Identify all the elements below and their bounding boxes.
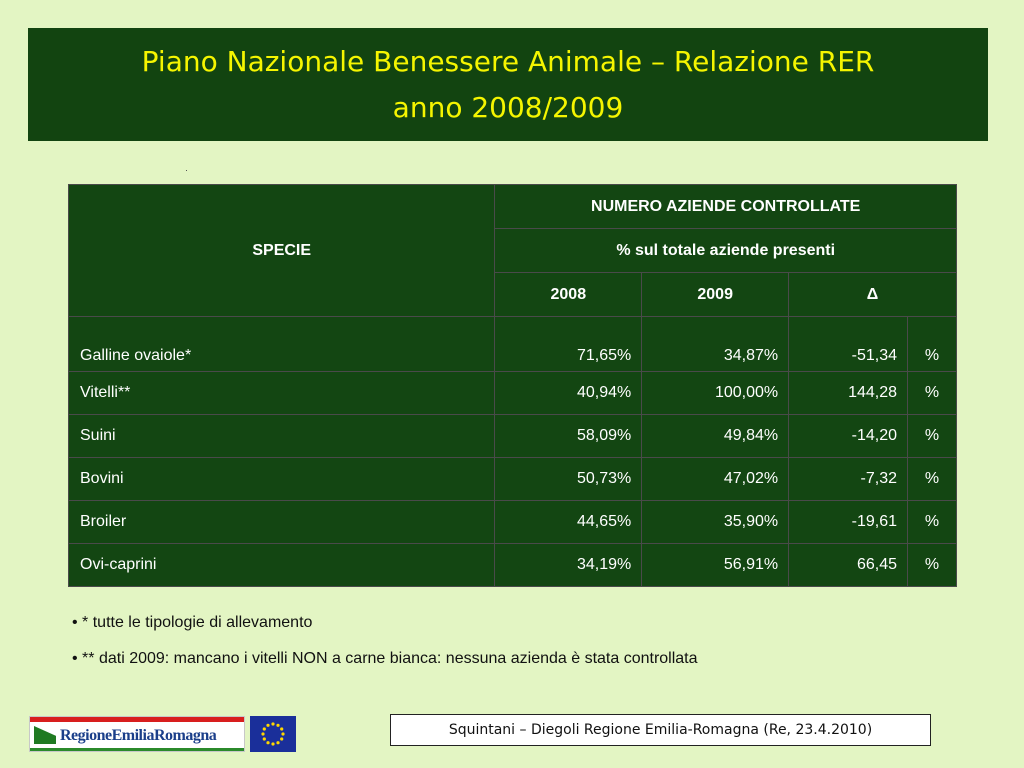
table-row [69, 372, 957, 415]
value-2009-cell: 35,90% [642, 501, 789, 544]
delta-header: Δ [789, 273, 957, 317]
value-2008-cell: 58,09% [495, 415, 642, 458]
group-header: NUMERO AZIENDE CONTROLLATE [495, 185, 957, 229]
slide-title-banner [28, 28, 988, 141]
eu-stars-icon [253, 719, 293, 749]
footnote-1: • * tutte le tipologie di allevamento [72, 614, 313, 631]
value-2009-cell: 49,84% [642, 415, 789, 458]
unit-cell: % [908, 501, 957, 544]
value-2009-cell: 34,87% [642, 317, 789, 372]
table-row [69, 317, 957, 372]
delta-cell: 144,28 [789, 372, 908, 415]
delta-cell: 66,45 [789, 544, 908, 587]
species-header: SPECIE [69, 185, 495, 317]
unit-cell: % [908, 415, 957, 458]
delta-cell: -51,34 [789, 317, 908, 372]
species-cell: Ovi-caprini [69, 544, 495, 587]
table-row [69, 458, 957, 501]
region-logo-text: RegioneEmiliaRomagna [60, 727, 217, 744]
table-row [69, 544, 957, 587]
species-cell: Suini [69, 415, 495, 458]
species-cell: Vitelli** [69, 372, 495, 415]
year-2008-header: 2008 [495, 273, 642, 317]
value-2008-cell: 50,73% [495, 458, 642, 501]
table-row [69, 415, 957, 458]
footnote-2: • ** dati 2009: mancano i vitelli NON a carne bianca: nessuna azienda è stata controllata [72, 650, 698, 667]
slide-title-line-2: anno 2008/2009 [392, 90, 624, 124]
value-2009-cell: 56,91% [642, 544, 789, 587]
footer-credit: Squintani – Diegoli Regione Emilia-Romagna (Re, 23.4.2010) [390, 714, 931, 746]
value-2008-cell: 71,65% [495, 317, 642, 372]
species-cell: Broiler [69, 501, 495, 544]
delta-cell: -14,20 [789, 415, 908, 458]
delta-cell: -7,32 [789, 458, 908, 501]
unit-cell: % [908, 372, 957, 415]
region-emblem-icon [34, 726, 56, 744]
species-cell: Galline ovaiole* [69, 317, 495, 372]
delta-cell: -19,61 [789, 501, 908, 544]
stray-dot [186, 170, 187, 171]
inspections-table [68, 184, 957, 587]
year-2009-header: 2009 [642, 273, 789, 317]
region-logo [29, 716, 297, 752]
value-2008-cell: 40,94% [495, 372, 642, 415]
slide-title-line-1: Piano Nazionale Benessere Animale – Relazione RER [141, 44, 875, 78]
unit-cell: % [908, 544, 957, 587]
value-2009-cell: 47,02% [642, 458, 789, 501]
unit-cell: % [908, 458, 957, 501]
eu-flag-icon [250, 716, 296, 752]
species-cell: Bovini [69, 458, 495, 501]
subgroup-header: % sul totale aziende presenti [495, 229, 957, 273]
regione-emilia-romagna-logo [29, 716, 245, 752]
value-2008-cell: 44,65% [495, 501, 642, 544]
unit-cell: % [908, 317, 957, 372]
value-2009-cell: 100,00% [642, 372, 789, 415]
value-2008-cell: 34,19% [495, 544, 642, 587]
table-row [69, 501, 957, 544]
footnotes [72, 612, 698, 684]
